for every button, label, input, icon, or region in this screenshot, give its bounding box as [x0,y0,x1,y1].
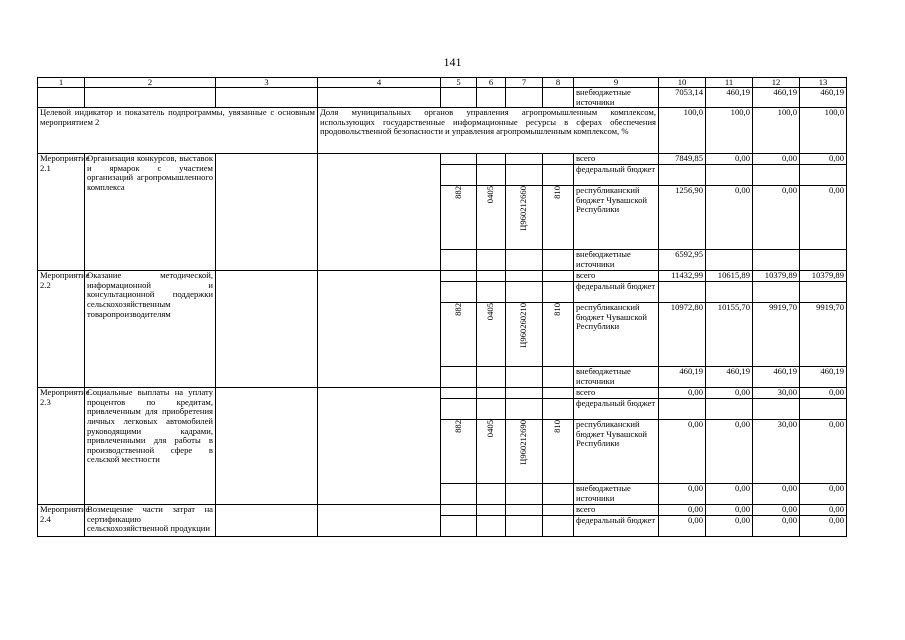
value-cell: 11432,99 [659,271,706,282]
value-cell: 0,00 [706,484,753,505]
value-cell: 100,0 [659,108,706,154]
source-label: федеральный бюджет [574,282,659,303]
value-cell [753,165,800,186]
value-cell: 0,00 [659,516,706,537]
value-cell: 0,00 [706,505,753,516]
source-label: федеральный бюджет [574,516,659,537]
value-cell: 30,00 [753,420,800,484]
value-cell: 0,00 [659,420,706,484]
activity-id: Мероприятие 2.1 [38,154,85,271]
value-cell: 460,19 [659,367,706,388]
value-cell [706,399,753,420]
activity-name: Социальные выплаты на уплату процентов по кредитам, привлеченным для приобретения личных легковых автомобилей руководящими кадрами, привлеченными для работы в производственной сфере в сельской местности [85,388,216,505]
source-label: внебюджетные источники [574,250,659,271]
col-header: 8 [543,78,574,88]
source-label: республиканский бюджет Чувашской Республики [574,186,659,250]
budget-table [37,77,847,537]
code-cell: Ц960212690 [506,420,543,484]
value-cell [753,399,800,420]
value-cell: 100,0 [753,108,800,154]
col-header: 11 [706,78,753,88]
table-row [38,271,847,282]
col-header: 9 [574,78,659,88]
value-cell [800,282,847,303]
value-cell: 0,00 [753,186,800,250]
value-cell: 0,00 [753,154,800,165]
value-cell: 460,19 [753,88,800,108]
value-cell: 30,00 [753,388,800,399]
col-header: 3 [216,78,318,88]
code-cell: Ц960212660 [506,186,543,250]
value-cell: 0,00 [659,505,706,516]
value-cell [659,165,706,186]
code-cell: 882 [441,303,477,367]
value-cell: 0,00 [659,484,706,505]
source-label: всего [574,388,659,399]
value-cell [800,165,847,186]
value-cell: 1256,90 [659,186,706,250]
code-cell: 810 [543,186,574,250]
activity-id: Мероприятие 2.3 [38,388,85,505]
value-cell: 0,00 [800,186,847,250]
source-label: республиканский бюджет Чувашской Республики [574,303,659,367]
activity-name: Организация конкурсов, выставок и ярмарок с участием организаций агропромышленного комплекса [85,154,216,271]
code-cell: 882 [441,186,477,250]
col-header: 7 [506,78,543,88]
value-cell: 0,00 [659,388,706,399]
value-cell [659,282,706,303]
col-header: 6 [477,78,506,88]
source-label: федеральный бюджет [574,399,659,420]
value-cell: 9919,70 [800,303,847,367]
value-cell: 0,00 [706,388,753,399]
source-label: федеральный бюджет [574,165,659,186]
activity-name: Оказание методической, информационной и консультационной поддержки сельскохозяйственным товаропроизводителям [85,271,216,388]
value-cell [800,399,847,420]
source-label: внебюджетные источники [574,367,659,388]
activity-name: Возмещение части затрат на сертификацию сельскохозяйственной продукции [85,505,216,537]
value-cell: 0,00 [706,186,753,250]
value-cell: 7053,14 [659,88,706,108]
source-label: всего [574,271,659,282]
table-row [38,505,847,516]
code-cell: Ц960260210 [506,303,543,367]
col-header: 5 [441,78,477,88]
code-cell: 0405 [477,303,506,367]
value-cell: 460,19 [800,367,847,388]
value-cell [706,282,753,303]
value-cell: 0,00 [753,484,800,505]
value-cell: 460,19 [800,88,847,108]
col-header: 1 [38,78,85,88]
value-cell [706,165,753,186]
source-label: внебюджетные источники [574,88,659,108]
value-cell: 0,00 [706,516,753,537]
col-header: 13 [800,78,847,88]
value-cell: 6592,95 [659,250,706,271]
value-cell: 460,19 [753,367,800,388]
value-cell: 10615,89 [706,271,753,282]
table-row [38,88,847,108]
value-cell: 0,00 [706,420,753,484]
code-cell: 810 [543,303,574,367]
source-label: всего [574,505,659,516]
page-number: 141 [443,55,462,69]
value-cell: 460,19 [706,367,753,388]
col-header: 10 [659,78,706,88]
value-cell: 0,00 [800,484,847,505]
code-cell: 810 [543,420,574,484]
code-cell: 882 [441,420,477,484]
value-cell: 0,00 [800,516,847,537]
indicator-label: Целевой индикатор и показатель подпрограммы, увязанные с основным мероприятием 2 [38,108,318,154]
value-cell [706,250,753,271]
col-header: 2 [85,78,216,88]
value-cell: 0,00 [753,516,800,537]
code-cell: 0405 [477,420,506,484]
value-cell: 0,00 [800,154,847,165]
value-cell: 0,00 [800,420,847,484]
value-cell: 100,0 [800,108,847,154]
value-cell: 10155,70 [706,303,753,367]
table-header-row [38,78,847,88]
value-cell [800,250,847,271]
value-cell [753,250,800,271]
value-cell: 100,0 [706,108,753,154]
activity-id: Мероприятие 2.4 [38,505,85,537]
value-cell: 0,00 [800,505,847,516]
value-cell: 7849,85 [659,154,706,165]
table-row [38,154,847,165]
value-cell [753,282,800,303]
col-header: 4 [318,78,441,88]
source-label: всего [574,154,659,165]
col-header: 12 [753,78,800,88]
indicator-row [38,108,847,154]
value-cell: 10972,80 [659,303,706,367]
value-cell: 460,19 [706,88,753,108]
value-cell: 10379,89 [800,271,847,282]
table-row [38,388,847,399]
source-label: внебюджетные источники [574,484,659,505]
value-cell: 0,00 [800,388,847,399]
value-cell: 0,00 [706,154,753,165]
code-cell: 0405 [477,186,506,250]
value-cell: 0,00 [753,505,800,516]
activity-id: Мероприятие 2.2 [38,271,85,388]
value-cell: 9919,70 [753,303,800,367]
source-label: республиканский бюджет Чувашской Республики [574,420,659,484]
value-cell [659,399,706,420]
indicator-description: Доля муниципальных органов управления агропромышленным комплексом, использующих государственные информационные ресурсы в сферах обеспечения продовольственной безопасности и управления агропромышленным комплексом, % [318,108,659,154]
value-cell: 10379,89 [753,271,800,282]
